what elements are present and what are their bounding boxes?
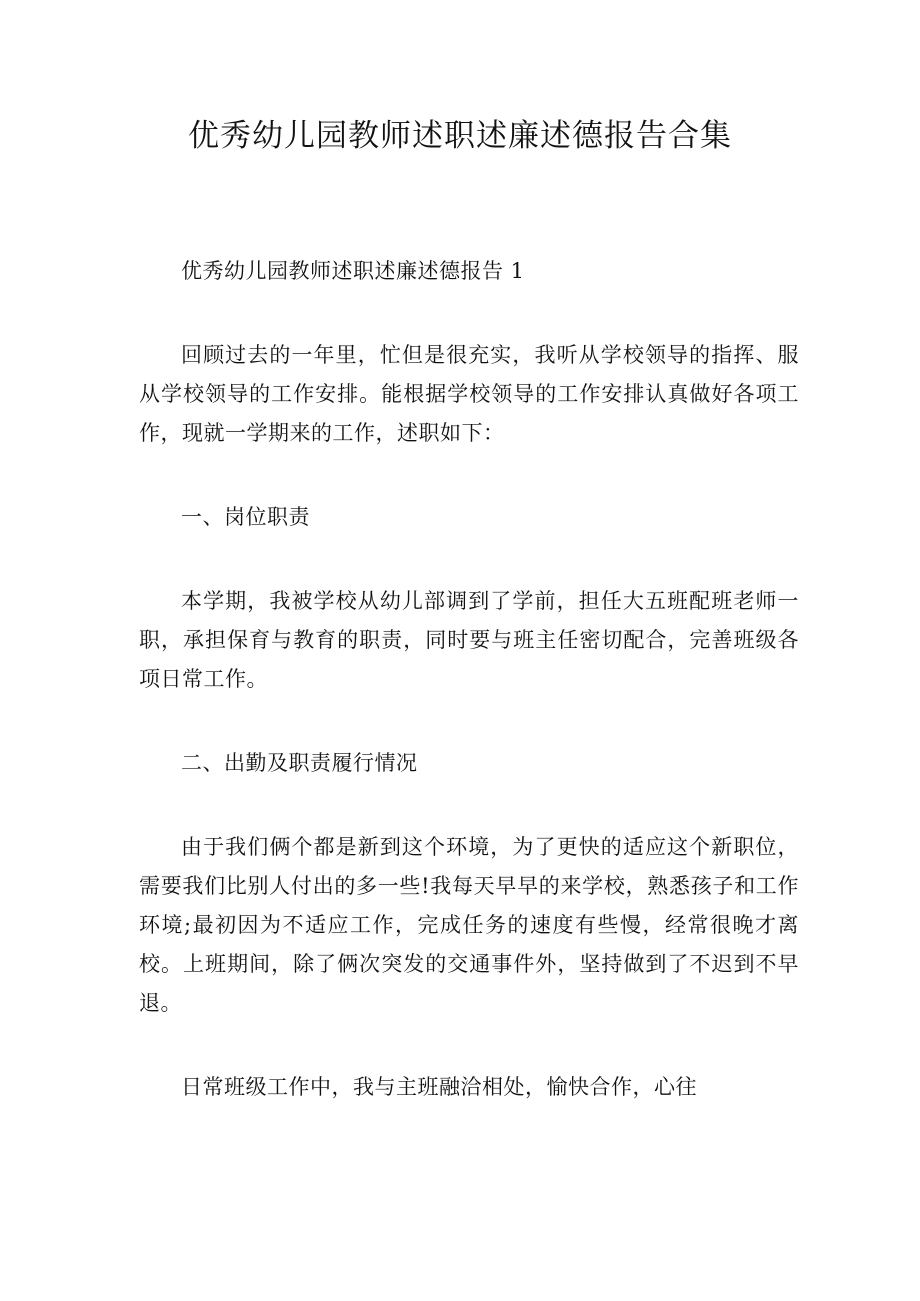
intro-paragraph: 回顾过去的一年里，忙但是很充实，我听从学校领导的指挥、服从学校领导的工作安排。能根据学校领导的工作安排认真做好各项工作，现就一学期来的工作，述职如下： [139, 343, 799, 445]
document-body [139, 252, 799, 1107]
document-title: 优秀幼儿园教师述职述廉述德报告合集 [188, 118, 732, 154]
attendance-paragraph: 由于我们俩个都是新到这个环境，为了更快的适应这个新职位，需要我们比别人付出的多一些!我每天早早的来学校，熟悉孩子和工作环境;最初因为不适应工作，完成任务的速度有些慢，经常很晚才离校。上班期间，除了俩次突发的交通事件外，坚持做到了不迟到不早退。 [139, 835, 799, 1015]
section-heading-duties: 一、岗位职责 [181, 505, 310, 529]
report-subtitle: 优秀幼儿园教师述职述廉述德报告 1 [181, 259, 525, 283]
daily-work-paragraph: 日常班级工作中，我与主班融洽相处，愉快合作，心往 [181, 1075, 697, 1099]
section-heading-attendance: 二、出勤及职责履行情况 [181, 751, 418, 775]
duty-paragraph: 本学期，我被学校从幼儿部调到了学前，担任大五班配班老师一职，承担保育与教育的职责，同时要与班主任密切配合，完善班级各项日常工作。 [139, 589, 799, 691]
